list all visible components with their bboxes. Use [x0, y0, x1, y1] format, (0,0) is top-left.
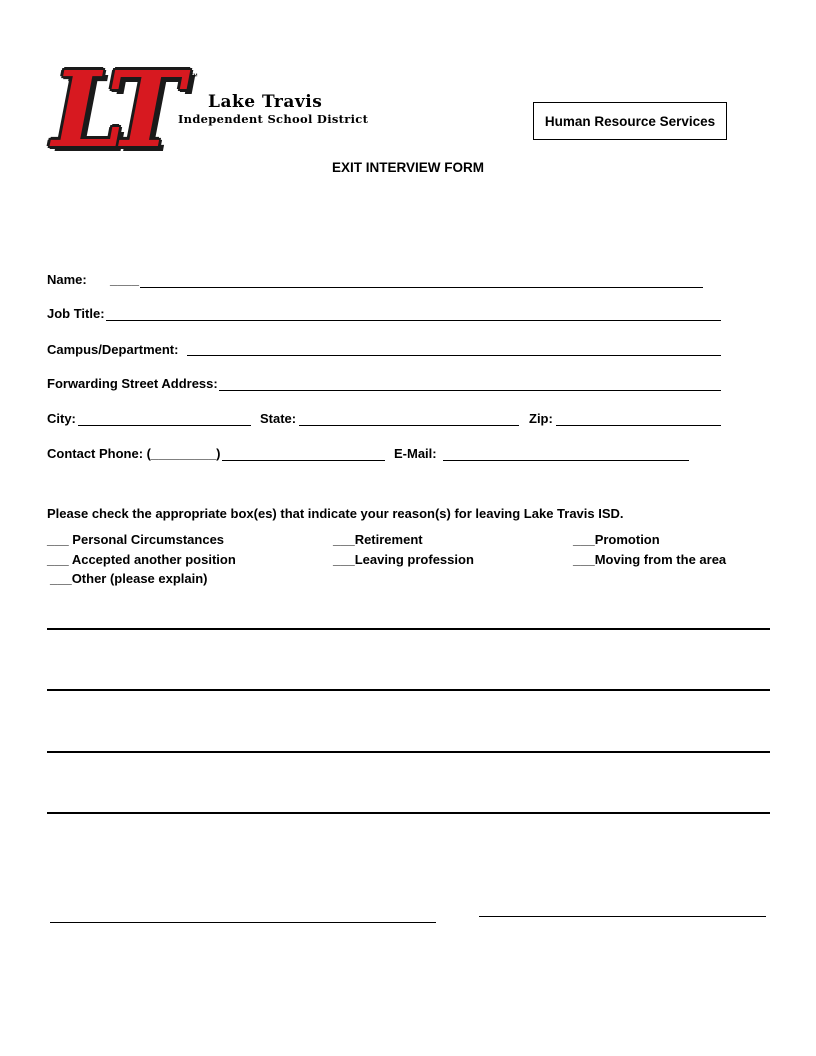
checkbox-leaving-profession[interactable]: ___Leaving profession	[333, 552, 474, 567]
form-title: EXIT INTERVIEW FORM	[331, 160, 484, 175]
signature-line[interactable]	[50, 922, 436, 923]
explanation-line-3[interactable]	[47, 751, 770, 753]
name-prefix-blank: ____	[110, 272, 139, 287]
city-label: City:	[47, 411, 76, 426]
explanation-line-4[interactable]	[47, 812, 770, 814]
address-field-line[interactable]	[219, 390, 721, 391]
checkbox-moving-from-area[interactable]: ___Moving from the area	[573, 552, 727, 567]
zip-field-line[interactable]	[556, 425, 721, 426]
state-label: State:	[260, 411, 297, 426]
checkbox-accepted-another-position[interactable]: ___ Accepted another position	[47, 552, 236, 567]
phone-field-line[interactable]	[222, 460, 385, 461]
date-line[interactable]	[479, 916, 766, 917]
department-box: Human Resource Services	[533, 102, 727, 140]
checkbox-retirement[interactable]: ___Retirement	[333, 532, 423, 547]
explanation-line-1[interactable]	[47, 628, 770, 630]
logo-monogram: LT	[52, 48, 175, 171]
explanation-line-2[interactable]	[47, 689, 770, 691]
email-field-line[interactable]	[443, 460, 689, 461]
logo-name-line2: Independent School District	[178, 112, 369, 126]
logo-name-line1: Lake Travis	[208, 92, 323, 112]
checkbox-promotion[interactable]: ___Promotion	[573, 532, 660, 547]
district-logo	[46, 48, 376, 171]
trademark-mark: ™	[190, 72, 198, 81]
campus-field-line[interactable]	[187, 355, 721, 356]
job-title-label: Job Title:	[47, 306, 105, 321]
checkbox-personal-circumstances[interactable]: ___ Personal Circumstances	[47, 532, 225, 547]
city-field-line[interactable]	[78, 425, 251, 426]
checkbox-other[interactable]: ___Other (please explain)	[50, 571, 208, 586]
address-label: Forwarding Street Address:	[47, 376, 218, 391]
job-title-field-line[interactable]	[106, 320, 721, 321]
name-label: Name:	[47, 272, 87, 287]
email-label: E-Mail:	[394, 446, 437, 461]
state-field-line[interactable]	[299, 425, 519, 426]
name-field-line[interactable]	[140, 287, 703, 288]
zip-label: Zip:	[529, 411, 553, 426]
phone-label: Contact Phone: (_________)	[47, 446, 221, 461]
campus-label: Campus/Department:	[47, 342, 179, 357]
reasons-instruction: Please check the appropriate box(es) that indicate your reason(s) for leaving Lake Travis ISD.	[47, 506, 624, 521]
